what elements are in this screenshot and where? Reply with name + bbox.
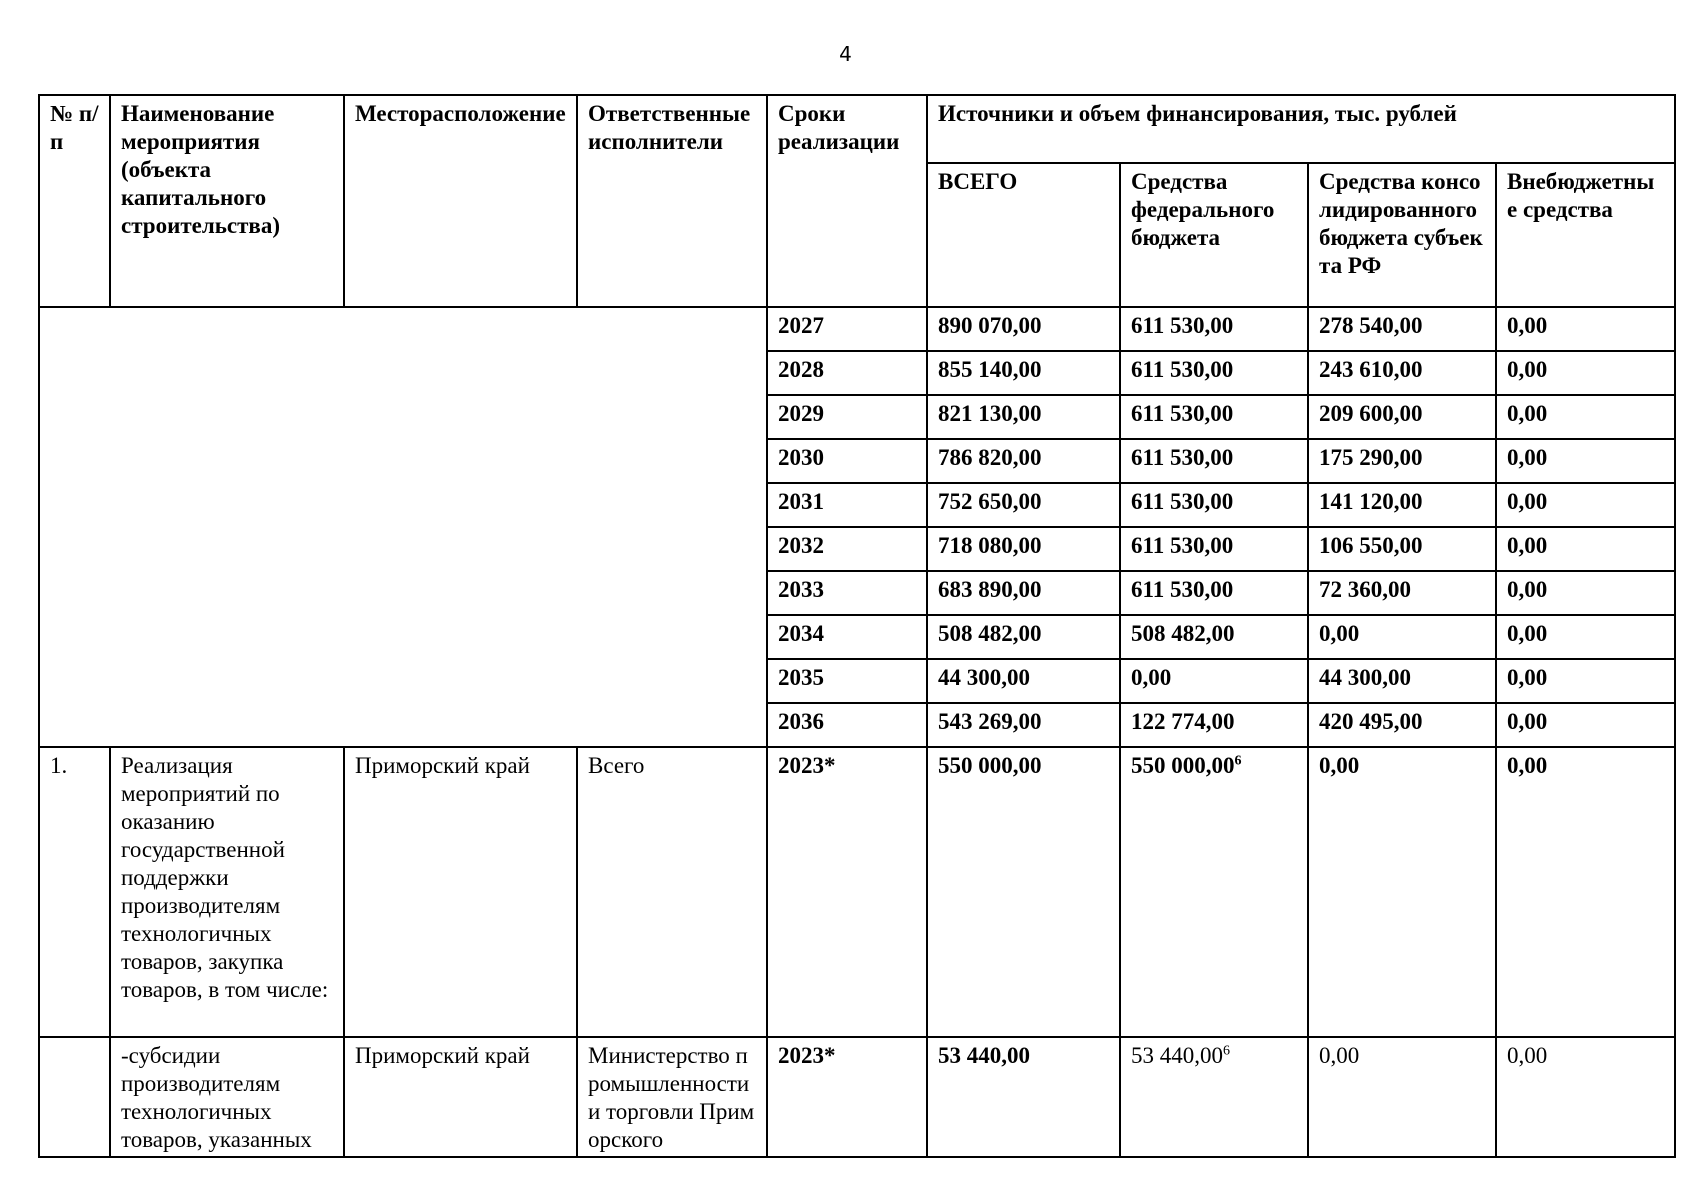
federal-cell: 611 530,00: [1120, 439, 1308, 483]
year-cell: 2036: [767, 703, 927, 747]
regional-cell: 44 300,00: [1308, 659, 1496, 703]
year-cell: 2027: [767, 307, 927, 351]
row1-regional: 0,00: [1308, 747, 1496, 1037]
row2-location: Приморский край: [344, 1037, 577, 1157]
regional-cell: 209 600,00: [1308, 395, 1496, 439]
row1-num: 1.: [39, 747, 110, 1037]
total-cell: 508 482,00: [927, 615, 1120, 659]
federal-cell: 611 530,00: [1120, 483, 1308, 527]
table-row: [39, 307, 1675, 351]
year-cell: 2029: [767, 395, 927, 439]
total-cell: 752 650,00: [927, 483, 1120, 527]
total-cell: 786 820,00: [927, 439, 1120, 483]
row1-total: 550 000,00: [927, 747, 1120, 1037]
federal-cell: 611 530,00: [1120, 571, 1308, 615]
row1-term: 2023*: [767, 747, 927, 1037]
total-cell: 718 080,00: [927, 527, 1120, 571]
row2-term: 2023*: [767, 1037, 927, 1157]
federal-cell: 0,00: [1120, 659, 1308, 703]
header-sources: Источники и объем финансирования, тыс. рублей: [927, 95, 1675, 163]
header-offbudget: Внебюджетные средства: [1496, 163, 1675, 307]
row2-total: 53 440,00: [927, 1037, 1120, 1157]
header-location: Месторасположение: [344, 95, 577, 307]
header-terms: Сроки реализации: [767, 95, 927, 307]
federal-cell: 611 530,00: [1120, 395, 1308, 439]
year-cell: 2034: [767, 615, 927, 659]
year-cell: 2031: [767, 483, 927, 527]
row2-regional: 0,00: [1308, 1037, 1496, 1157]
year-cell: 2030: [767, 439, 927, 483]
federal-cell: 508 482,00: [1120, 615, 1308, 659]
header-total: ВСЕГО: [927, 163, 1120, 307]
year-cell: 2033: [767, 571, 927, 615]
merged-blank-cell: [39, 307, 767, 747]
total-cell: 543 269,00: [927, 703, 1120, 747]
table-row: [39, 1037, 1675, 1157]
header-responsible: Ответственные исполнители: [577, 95, 767, 307]
regional-cell: 141 120,00: [1308, 483, 1496, 527]
regional-cell: 243 610,00: [1308, 351, 1496, 395]
row1-offbudget: 0,00: [1496, 747, 1675, 1037]
total-cell: 44 300,00: [927, 659, 1120, 703]
row2-federal: [1120, 1037, 1308, 1157]
offbudget-cell: 0,00: [1496, 659, 1675, 703]
year-cell: 2035: [767, 659, 927, 703]
federal-cell: 611 530,00: [1120, 307, 1308, 351]
row1-location: Приморский край: [344, 747, 577, 1037]
header-regional: Средства консолидированного бюджета субъекта РФ: [1308, 163, 1496, 307]
offbudget-cell: 0,00: [1496, 439, 1675, 483]
row2-federal-value: 53 440,00: [1131, 1043, 1223, 1068]
offbudget-cell: 0,00: [1496, 395, 1675, 439]
offbudget-cell: 0,00: [1496, 571, 1675, 615]
regional-cell: 420 495,00: [1308, 703, 1496, 747]
header-name: Наименование мероприятия (объекта капитального строительства): [110, 95, 344, 307]
regional-cell: 0,00: [1308, 615, 1496, 659]
year-rows: [39, 307, 1675, 747]
header-num: № п/п: [39, 95, 110, 307]
table-row: [39, 747, 1675, 1037]
row2-federal-footnote: 6: [1223, 1043, 1230, 1059]
regional-cell: 106 550,00: [1308, 527, 1496, 571]
row1-federal-footnote: 6: [1234, 753, 1242, 769]
page-number: 4: [839, 42, 852, 66]
row2-offbudget: 0,00: [1496, 1037, 1675, 1157]
federal-cell: 122 774,00: [1120, 703, 1308, 747]
offbudget-cell: 0,00: [1496, 351, 1675, 395]
total-cell: 821 130,00: [927, 395, 1120, 439]
federal-cell: 611 530,00: [1120, 351, 1308, 395]
year-cell: 2032: [767, 527, 927, 571]
offbudget-cell: 0,00: [1496, 483, 1675, 527]
row1-federal: [1120, 747, 1308, 1037]
total-cell: 683 890,00: [927, 571, 1120, 615]
regional-cell: 278 540,00: [1308, 307, 1496, 351]
regional-cell: 175 290,00: [1308, 439, 1496, 483]
total-cell: 855 140,00: [927, 351, 1120, 395]
header-row-top: [39, 95, 1675, 163]
row1-federal-value: 550 000,00: [1131, 753, 1235, 778]
year-cell: 2028: [767, 351, 927, 395]
row2-name: -субсидии производителям технологичных товаров, указанных: [110, 1037, 344, 1157]
federal-cell: 611 530,00: [1120, 527, 1308, 571]
offbudget-cell: 0,00: [1496, 703, 1675, 747]
regional-cell: 72 360,00: [1308, 571, 1496, 615]
offbudget-cell: 0,00: [1496, 615, 1675, 659]
total-cell: 890 070,00: [927, 307, 1120, 351]
financing-table: [38, 94, 1676, 1158]
offbudget-cell: 0,00: [1496, 527, 1675, 571]
row2-responsible: Министерство промышленности и торговли Приморского: [577, 1037, 767, 1157]
header-federal: Средства федерального бюджета: [1120, 163, 1308, 307]
row2-num: [39, 1037, 110, 1157]
offbudget-cell: 0,00: [1496, 307, 1675, 351]
row1-responsible: Всего: [577, 747, 767, 1037]
row1-name: Реализация мероприятий по оказанию государственной поддержки производителям технологичных товаров, закупка товаров, в том числе:: [110, 747, 344, 1037]
